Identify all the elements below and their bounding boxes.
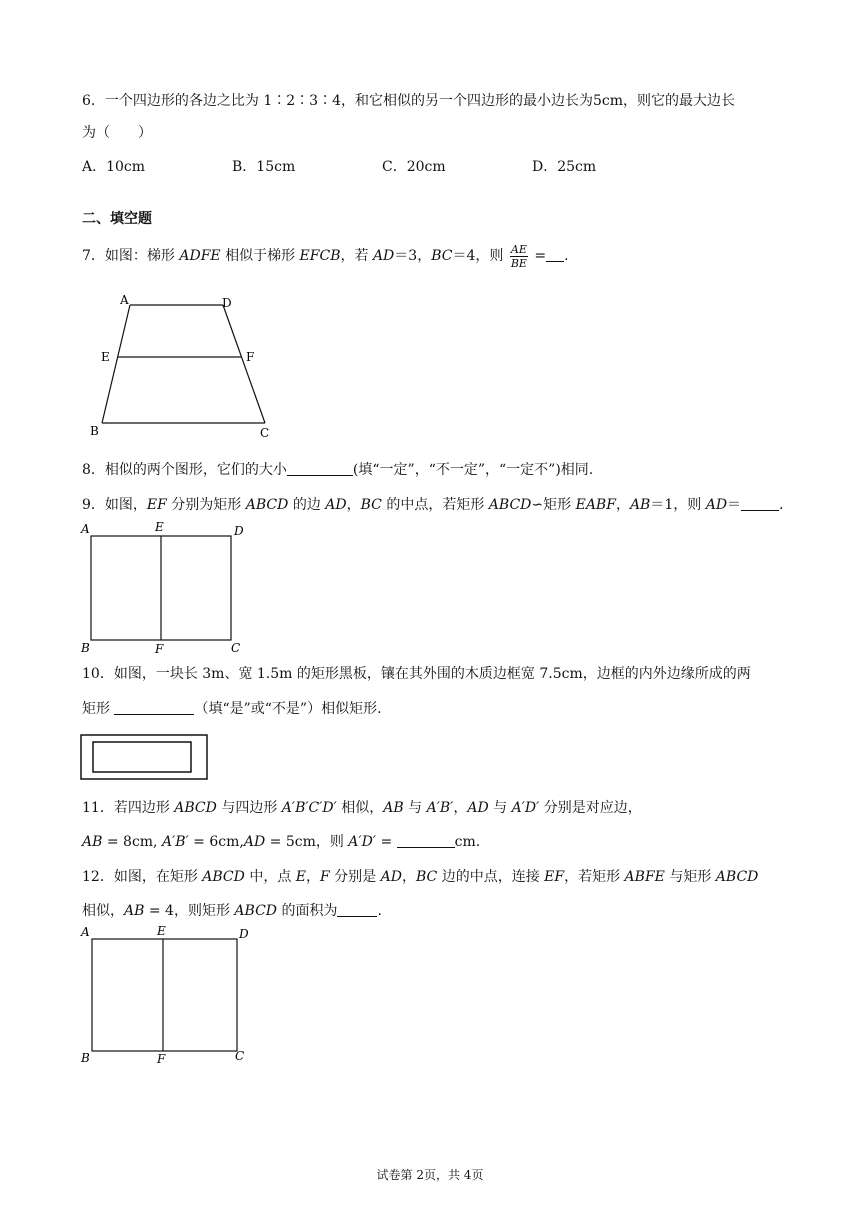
page-footer: 试卷第 2页，共 4页: [376, 1168, 484, 1182]
q9-rectangle-figure: [78, 518, 258, 658]
q6-options: [82, 157, 782, 177]
q8-text: 8．相似的两个图形，它们的大小 (填“一定”，“不一定”，“一定不”)相同.: [82, 462, 594, 478]
q9-label-c: C: [231, 641, 241, 655]
q12-label-a: A: [81, 925, 90, 939]
q12-rectangle-figure: [78, 922, 258, 1067]
q12-line2: 相似，AB = 4，则矩形 ABCD 的面积为 .: [82, 903, 382, 919]
q9-label-b: B: [81, 641, 90, 655]
q11-line1: 11．若四边形 ABCD 与四边形 A′B′C′D′ 相似，AB 与 A′B′，AD 与 A′D′ 分别是对应边，: [82, 800, 642, 816]
q10-line1: 10．如图，一块长 3m、宽 1.5m 的矩形黑板，镶在其外围的木质边框宽 7.5cm，边框的内外边缘所成的两: [82, 666, 751, 682]
q7-label-c: C: [260, 426, 270, 440]
q9-answer-blank[interactable]: [741, 496, 779, 511]
q9-label-d: D: [234, 524, 244, 538]
q9-text: 9．如图，EF 分别为矩形 ABCD 的边 AD，BC 的中点，若矩形 ABCD∽矩形 EABF，AB＝1，则 AD＝ .: [82, 497, 784, 513]
q9-label-a: A: [81, 522, 90, 536]
q12-label-e: E: [157, 924, 166, 938]
q12-label-f: F: [157, 1052, 166, 1066]
q10-line2: 矩形 （填“是”或“不是”）相似矩形.: [82, 701, 382, 717]
q12-answer-blank[interactable]: [337, 902, 377, 917]
q10-blackboard-figure: [78, 733, 214, 783]
q6-line2: 为（ ）: [82, 125, 152, 141]
q11-answer-blank[interactable]: [397, 833, 455, 848]
q6-option-d: D．25cm: [532, 159, 597, 175]
q7-label-a: A: [120, 293, 129, 307]
q12-line1: 12．如图，在矩形 ABCD 中，点 E，F 分别是 AD，BC 边的中点，连接 EF，若矩形 ABFE 与矩形 ABCD: [82, 869, 759, 885]
q9-label-e: E: [155, 520, 164, 534]
q6-option-b: B．15cm: [232, 159, 296, 175]
q11-line2: AB = 8cm, A′B′ = 6cm,AD = 5cm，则 A′D′ = cm.: [82, 834, 481, 850]
q10-answer-blank[interactable]: [114, 700, 194, 715]
q7-label-f: F: [246, 350, 255, 364]
q6-option-c: C．20cm: [382, 159, 446, 175]
q6-line1: 6．一个四边形的各边之比为 1∶2∶3∶4，和它相似的另一个四边形的最小边长为5cm，则它的最大边长: [82, 93, 736, 109]
section-title: 二、填空题: [82, 211, 152, 227]
q7-answer-blank[interactable]: [546, 247, 564, 262]
q7-label-b: B: [90, 424, 99, 438]
q8-answer-blank[interactable]: [287, 461, 353, 476]
q12-label-b: B: [81, 1051, 90, 1065]
q6-option-a: A．10cm: [82, 159, 146, 175]
q7-label-e: E: [101, 350, 110, 364]
q7-label-d: D: [222, 296, 232, 310]
q12-label-c: C: [235, 1049, 245, 1063]
q9-label-f: F: [155, 642, 164, 656]
q7-text: 7．如图：梯形 ADFE 相似于梯形 EFCB，若 AD＝3，BC＝4，则 $\frac{AE}{BE}$ = .: [82, 242, 569, 270]
q12-label-d: D: [239, 927, 249, 941]
q7-fraction: $\frac{AE}{BE}$: [510, 242, 527, 270]
q7-trapezoid-figure: [85, 290, 285, 440]
